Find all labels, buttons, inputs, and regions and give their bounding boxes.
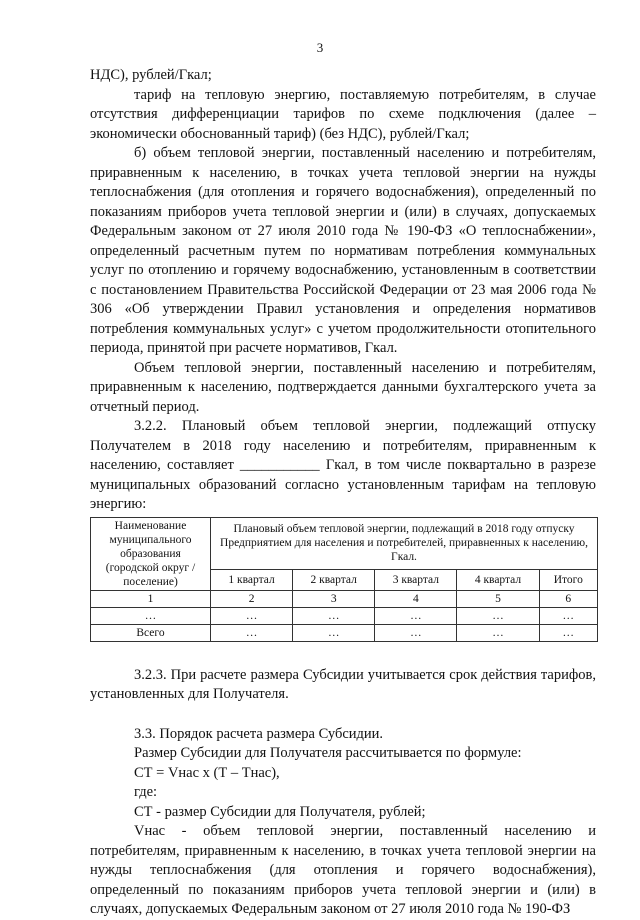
paragraph-volume-confirmation: Объем тепловой энергии, поставленный населению и потребителям, приравненным к населению, подтверждается данными бухгалтерского учета за отчетный период. <box>90 359 596 415</box>
table-cell: 5 <box>457 590 539 607</box>
table-cell: … <box>457 607 539 624</box>
document-body <box>90 66 596 920</box>
definition-vnas: Vнас - объем тепловой энергии, поставленный населению и потребителям, приравненным к населению, в точках учета тепловой энергии на нужды теплоснабжения (для отопления и горячего водоснабжения), определенный по показаниям приборов учета тепловой энергии и (или) в случаях, допускаемых Федеральным законом от 27 июля 2010 года № 190-ФЗ <box>90 823 596 917</box>
table-cell: 6 <box>539 590 597 607</box>
table-header-q1: 1 квартал <box>211 570 293 590</box>
table-cell: … <box>539 624 597 641</box>
planned-volume-table <box>90 517 598 642</box>
table-cell: … <box>293 607 375 624</box>
table-header-q3: 3 квартал <box>375 570 457 590</box>
paragraph-3-2-2: 3.2.2. Плановый объем тепловой энергии, подлежащий отпуску Получателем в 2018 году населению и потребителям, приравненным к населению, составляет ___________ Гкал, в том числе поквартально в разрезе муниципальных образований согласно установленным тарифам на тепловую энергию: <box>90 418 596 512</box>
table-cell: 3 <box>293 590 375 607</box>
table-cell: … <box>293 624 375 641</box>
table-row-total <box>91 624 598 641</box>
paragraph-formula-intro: Размер Субсидии для Получателя рассчитывается по формуле: <box>134 745 522 761</box>
table-cell: … <box>375 607 457 624</box>
table-cell: Всего <box>91 624 211 641</box>
paragraph-vat-continuation: НДС), рублей/Гкал; <box>90 67 212 83</box>
table-header-municipality: Наименование муниципального образования (городской округ / поселение) <box>91 517 211 590</box>
paragraph-tariff: тариф на тепловую энергию, поставляемую потребителям, в случае отсутствия дифференциации тарифов по схеме подключения (далее – экономически обоснованный тариф) (без НДС), рублей/Гкал; <box>90 86 596 142</box>
paragraph-3-2-3: 3.2.3. При расчете размера Субсидии учитывается срок действия тарифов, установленных для Получателя. <box>90 666 596 702</box>
paragraph-heat-volume: б) объем тепловой энергии, поставленный населению и потребителям, приравненным к населению, в точках учета тепловой энергии на нужды теплоснабжения (для отопления и горячего водоснабжения), определенный по показаниям приборов учета тепловой энергии и (или) в случаях, допускаемых Федеральным законом от 27 июля 2010 года № 190-ФЗ «О теплоснабжении», определенный расчетным путем по нормативам потребления коммунальных услуг по отоплению и горячему водоснабжению, установленным в соответствии с постановлением Правительства Российской Федерации от 23 мая 2006 года № 306 «Об утверждении Правил установления и определения нормативов потребления коммунальных услуг» с учетом продолжительности отопительного периода, принятой при расчете нормативов, Гкал. <box>90 145 596 356</box>
table-header-total: Итого <box>539 570 597 590</box>
definition-st: СТ - размер Субсидии для Получателя, рублей; <box>134 803 426 820</box>
table-header-q4: 4 квартал <box>457 570 539 590</box>
table-cell: … <box>211 607 293 624</box>
paragraph-3-3: 3.3. Порядок расчета размера Субсидии. <box>134 725 384 742</box>
table-cell: 2 <box>211 590 293 607</box>
table-cell: … <box>91 607 211 624</box>
table-cell: 4 <box>375 590 457 607</box>
table-cell: … <box>211 624 293 641</box>
page-number: 3 <box>316 40 324 55</box>
table-header-planned-volume: Плановый объем тепловой энергии, подлежащий в 2018 году отпуску Предприятием для населения и потребителей, приравненных к населению, Гкал. <box>211 517 598 570</box>
paragraph-where: где: <box>134 784 158 800</box>
table-cell: … <box>457 624 539 641</box>
table-cell: 1 <box>91 590 211 607</box>
formula: СТ = Vнас х (Т – Tнас), <box>134 764 280 781</box>
table-header-q2: 2 квартал <box>293 570 375 590</box>
table-row-numbers <box>91 590 598 607</box>
table-cell: … <box>375 624 457 641</box>
table-row-dots <box>91 607 598 624</box>
table-cell: … <box>539 607 597 624</box>
